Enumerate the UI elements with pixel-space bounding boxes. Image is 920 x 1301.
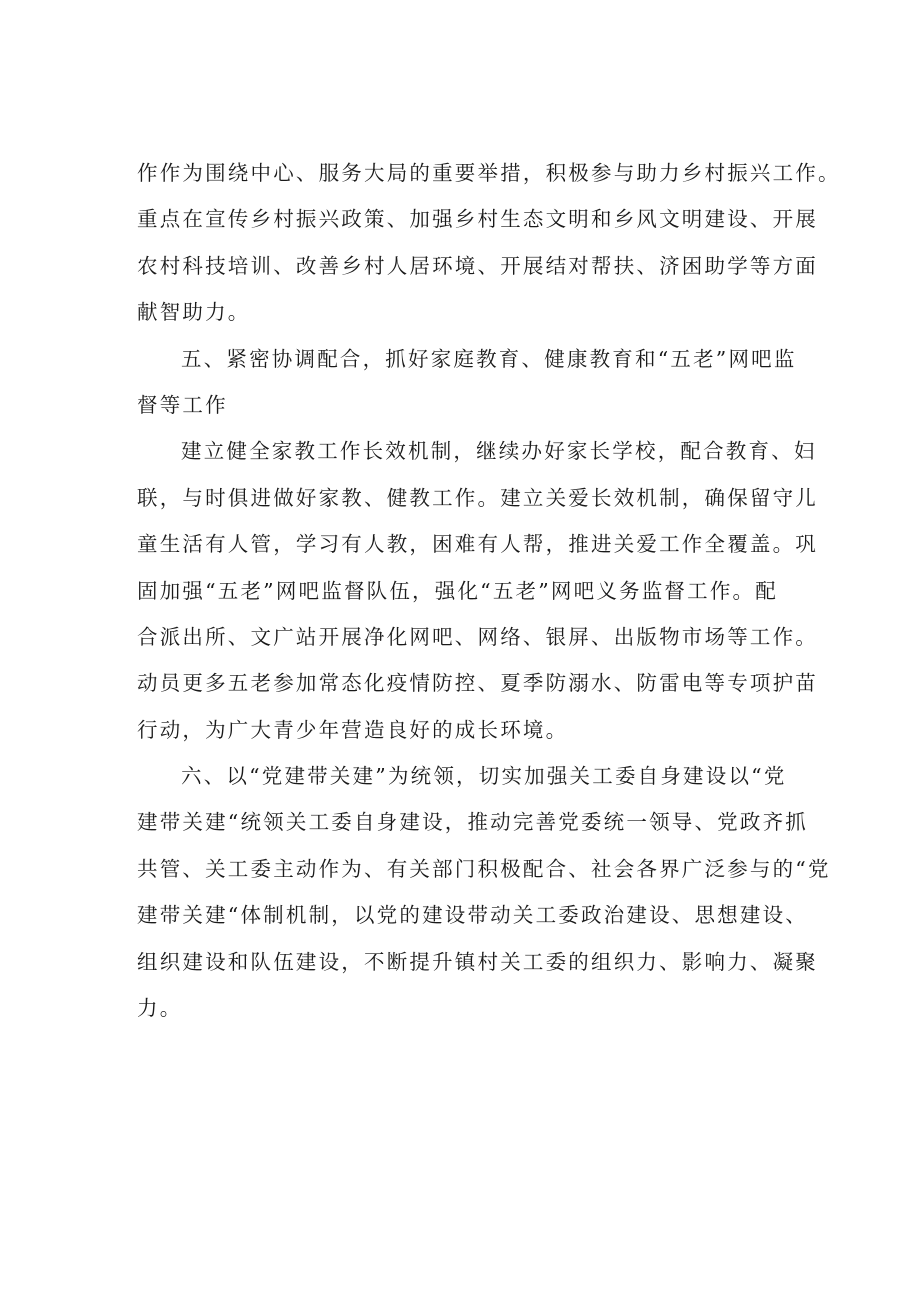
section-heading-five (137, 336, 797, 429)
text-line: 行动，为广大青少年营造良好的成长环境。 (137, 717, 569, 742)
text-line: 建立健全家教工作长效机制，继续办好家长学校，配合教育、妇 (181, 439, 817, 464)
paragraph-family-education (137, 428, 818, 753)
section-heading-six (137, 753, 831, 1031)
text-line: 建带关建“统领关工委自身建设，推动完善党委统一领导、党政齐抓 (137, 810, 808, 835)
text-line: 农村科技培训、改善乡村人居环境、开展结对帮扶、济困助学等方面 (137, 253, 818, 278)
heading-line: 督等工作 (137, 392, 228, 417)
text-line: 六、以“党建带关建”为统领，切实加强关工委自身建设以“党 (181, 764, 787, 789)
text-line: 重点在宣传乡村振兴政策、加强乡村生态文明和乡风文明建设、开展 (137, 207, 818, 232)
text-line: 童生活有人管，学习有人教，困难有人帮，推进关爱工作全覆盖。巩 (137, 532, 818, 557)
document-body (137, 150, 841, 1031)
text-line: 建带关建“体制机制，以党的建设带动关工委政治建设、思想建设、 (137, 903, 808, 928)
text-line: 组织建设和队伍建设，不断提升镇村关工委的组织力、影响力、凝聚 (137, 949, 818, 974)
paragraph-rural-revitalization (137, 150, 841, 336)
text-line: 献智助力。 (137, 300, 251, 325)
text-line: 力。 (137, 996, 183, 1021)
text-line: 固加强“五老”网吧监督队伍，强化“五老”网吧义务监督工作。配 (137, 578, 778, 603)
heading-line: 五、紧密协调配合，抓好家庭教育、健康教育和“五老”网吧监 (181, 346, 797, 371)
text-line: 动员更多五老参加常态化疫情防控、夏季防溺水、防雷电等专项护苗 (137, 671, 818, 696)
text-line: 联，与时俱进做好家教、健教工作。建立关爱长效机制，确保留守儿 (137, 485, 818, 510)
text-line: 作作为围绕中心、服务大局的重要举措，积极参与助力乡村振兴工作。 (137, 161, 841, 185)
text-line: 合派出所、文广站开展净化网吧、网络、银屏、出版物市场等工作。 (137, 624, 818, 649)
text-line: 共管、关工委主动作为、有关部门积极配合、社会各界广泛参与的“党 (137, 856, 831, 881)
